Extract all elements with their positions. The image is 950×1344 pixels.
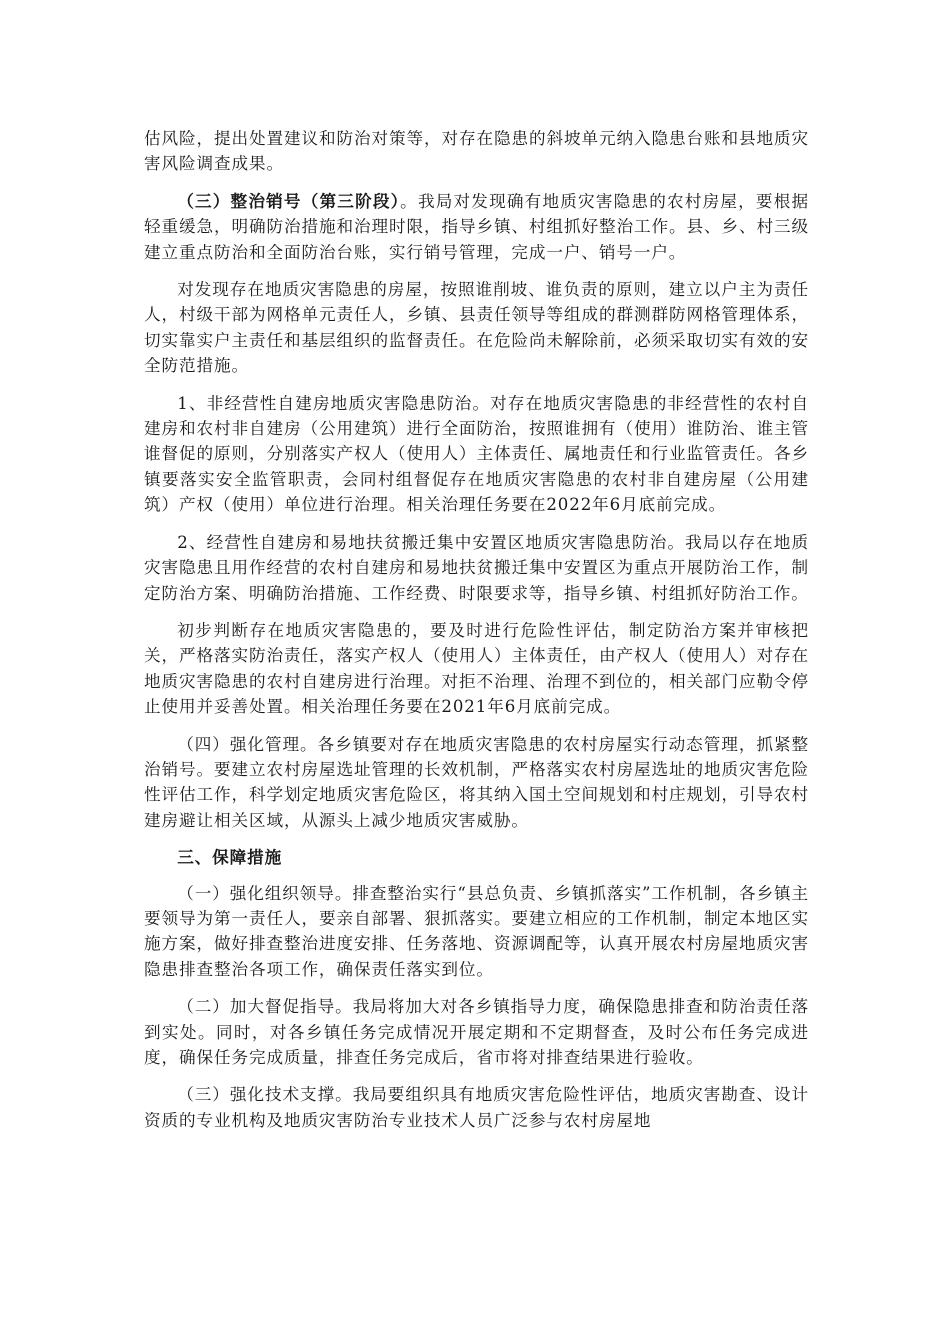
paragraph-strengthen-management <box>144 732 809 834</box>
section-heading-safeguards: 三、保障措施 <box>177 847 283 868</box>
paragraph-text: 1、非经营性自建房地质灾害隐患防治。对存在地质灾害隐患的非经营性的农村自建房和农村非自建房（公用建筑）进行全面防治，按照谁拥有（使用）谁防治、谁主管谁督促的原则，分别落实产权人（使用人）主体责任、属地责任和行业监管责任。各乡镇要落实安全监管职责，会同村组督促存在地质灾害隐患的农村非自建房屋（公用建筑）产权（使用）单位进行治理。相关治理任务要在2022年6月底前完成。 <box>144 393 809 515</box>
paragraph-text: （二）加大督促指导。我局将加大对各乡镇指导力度，确保隐患排查和防治责任落到实处。同时，对各乡镇任务完成情况开展定期和不定期督查，及时公布任务完成进度，确保任务完成质量，排查任务完成后，省市将对排查结果进行验收。 <box>144 997 809 1067</box>
document-page <box>144 126 809 1145</box>
paragraph-supervision-guidance <box>144 994 809 1070</box>
paragraph-text: 对发现存在地质灾害隐患的房屋，按照谁削坡、谁负责的原则，建立以户主为责任人，村级干部为网格单元责任人，乡镇、县责任领导等组成的群测群防网格管理体系，切实靠实户主责任和基层组织的监督责任。在危险尚未解除前，必须采取切实有效的安全防范措施。 <box>144 280 809 376</box>
paragraph-text: 估风险，提出处置建议和防治对策等，对存在隐患的斜坡单元纳入隐患台账和县地质灾害风险调查成果。 <box>144 129 809 174</box>
paragraph-non-commercial-housing <box>144 391 809 518</box>
section-lead-title: （三）整治销号（第三阶段） <box>177 190 401 211</box>
paragraph-text: 初步判断存在地质灾害隐患的，要及时进行危险性评估，制定防治方案并审核把关，严格落实防治责任，落实产权人（使用人）主体责任，由产权人（使用人）对存在地质灾害隐患的农村自建房进行治理。对拒不治理、治理不到位的，相关部门应勒令停止使用并妥善处置。相关治理任务要在2021年6月底前完成。 <box>144 620 809 717</box>
paragraph-responsibility-system <box>144 277 809 379</box>
paragraph-text: （四）强化管理。各乡镇要对存在地质灾害隐患的农村房屋实行动态管理，抓紧整治销号。要建立农村房屋选址管理的长效机制，严格落实农村房屋选址的地质灾害危险性评估工作，科学划定地质灾害危险区，将其纳入国土空间规划和村庄规划，引导农村建房避让相关区域，从源头上减少地质灾害威胁。 <box>144 734 809 830</box>
paragraph-technical-support <box>144 1082 809 1133</box>
paragraph-preliminary-judgement <box>144 618 809 720</box>
paragraph-text: 2、经营性自建房和易地扶贫搬迁集中安置区地质灾害隐患防治。我局以存在地质灾害隐患且用作经营的农村自建房和易地扶贫搬迁集中安置区为重点开展防治工作，制定防治方案、明确防治措施、工作经费、时限要求等，指导乡镇、村组抓好防治工作。 <box>144 532 809 603</box>
paragraph-text: 。我局对发现确有地质灾害隐患的农村房屋，要根据轻重缓急，明确防治措施和治理时限，指导乡镇、村组抓好整治工作。县、乡、村三级建立重点防治和全面防治台账，实行销号管理，完成一户、销号一户。 <box>144 191 810 262</box>
paragraph-rectification-stage-three <box>144 189 809 265</box>
paragraph-commercial-housing <box>144 530 809 606</box>
paragraph-text: （三）强化技术支撑。我局要组织具有地质灾害危险性评估，地质灾害勘查、设计资质的专业机构及地质灾害防治专业技术人员广泛参与农村房屋地 <box>144 1085 809 1130</box>
paragraph-text: （一）强化组织领导。排查整治实行“县总负责、乡镇抓落实”工作机制，各乡镇主要领导为第一责任人，要亲自部署、狠抓落实。要建立相应的工作机制，制定本地区实施方案，做好排查整治进度安排、任务落地、资源调配等，认真开展农村房屋地质灾害隐患排查整治各项工作，确保责任落实到位。 <box>144 883 809 979</box>
paragraph-continued-risk-assessment <box>144 126 809 177</box>
paragraph-organization-leadership <box>144 881 809 983</box>
